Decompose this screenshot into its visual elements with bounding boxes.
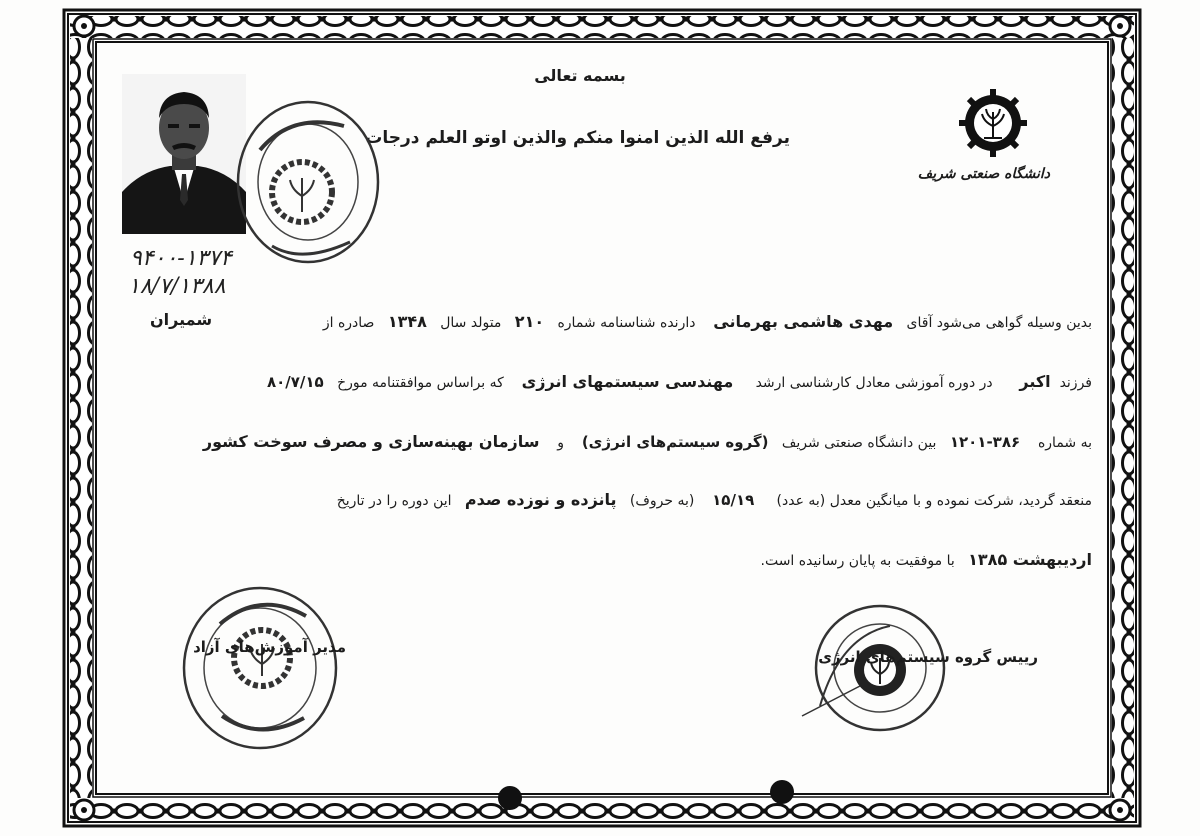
handwritten-date: ۱۸/۷/۱۳۸۸	[128, 274, 226, 299]
agreement-date: ۸۰/۷/۱۵	[266, 373, 324, 391]
office-seal-stamp-top	[232, 96, 382, 266]
left-signatory-title: مدیر آموزش‌های آزاد	[193, 638, 346, 656]
issued-place: شمیران	[150, 310, 213, 329]
certificate-line-4	[337, 490, 1092, 509]
id-label: دارنده شناسنامه شماره	[557, 315, 696, 331]
gpa-intro-text: منعقد گردید، شرکت نموده و با میانگین معدل (به عدد)	[776, 493, 1092, 509]
sharif-university-logo-icon	[958, 88, 1028, 158]
certificate-line-5	[761, 550, 1093, 569]
agreement-number: ۳۸۶-۱۲۰۱	[949, 433, 1021, 451]
completion-date: اردیبهشت ۱۳۸۵	[968, 550, 1092, 569]
handwritten-register-number: ۹۴۰۰-۱۳۷۴	[130, 246, 232, 271]
completion-text: با موفقیت به پایان رسانیده است.	[760, 553, 955, 569]
agreement-text: که براساس موافقتنامه مورخ	[337, 375, 504, 391]
invocation-heading: بسمه تعالی	[534, 66, 626, 85]
between-text: بین دانشگاه صنعتی شریف	[781, 435, 937, 451]
holder-photo	[122, 74, 246, 234]
right-signatory-title: رییس گروه سیستم‌های انرژی	[818, 648, 1038, 666]
father-label: فرزند	[1059, 375, 1092, 391]
birth-year: ۱۳۴۸	[387, 312, 427, 331]
quranic-verse: یرفع الله الذین امنوا منکم والذین اوتو العلم درجات	[365, 128, 790, 148]
certificate-line-3	[203, 432, 1092, 451]
course-text: در دوره آموزشی معادل کارشناسی ارشد	[755, 375, 993, 391]
completion-date-intro: این دوره را در تاریخ	[336, 493, 452, 509]
and-text: و	[557, 435, 565, 451]
intro-text: بدین وسیله گواهی می‌شود آقای	[906, 315, 1092, 331]
certificate-line-2	[267, 372, 1092, 391]
gpa-words: پانزده و نوزده صدم	[464, 490, 617, 509]
energy-group: (گروه سیستم‌های انرژی)	[581, 433, 769, 451]
holder-name: مهدی هاشمی بهرمانی	[713, 312, 894, 331]
department-seal-stamp	[800, 596, 950, 736]
university-name: دانشگاه صنعتی شریف	[917, 166, 1050, 182]
father-name: اکبر	[1019, 372, 1051, 391]
id-number: ۲۱۰	[514, 312, 545, 331]
certificate-line-1	[314, 312, 1092, 331]
office-seal-stamp-bottom	[180, 584, 340, 754]
organization-name: سازمان بهینه‌سازی و مصرف سوخت کشور	[202, 432, 540, 451]
in-words-label: (به حروف)	[629, 493, 695, 509]
field-of-study: مهندسی سیستمهای انرژی	[521, 372, 734, 391]
number-label: به شماره	[1037, 435, 1092, 451]
gpa-number: ۱۵/۱۹	[712, 491, 755, 509]
issued-label: صادره از	[322, 315, 375, 331]
birth-label: متولد سال	[440, 315, 502, 331]
